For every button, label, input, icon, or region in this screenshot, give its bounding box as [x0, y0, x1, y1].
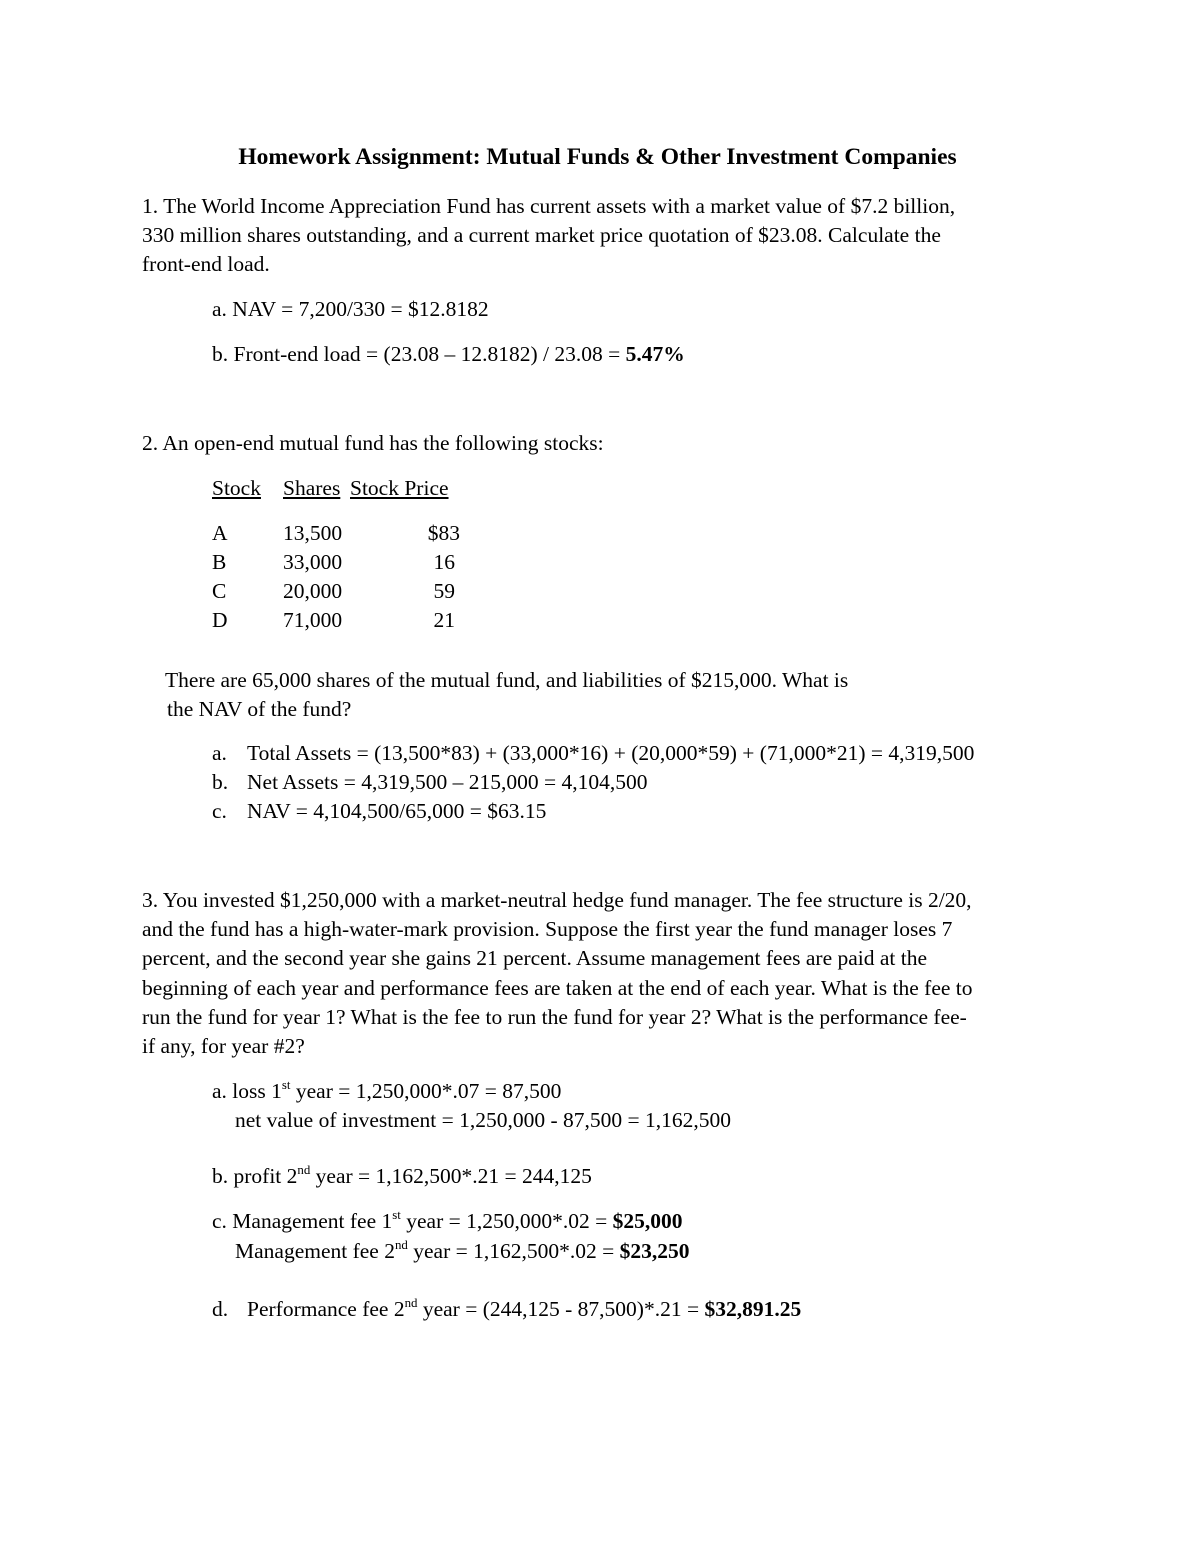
q3-line-6: if any, for year #2? [142, 1034, 305, 1058]
table-cell-shares: 71,000 [283, 608, 343, 632]
q3-answer-c-text: Management fee 2 [235, 1239, 395, 1263]
q2-answer-c: NAV = 4,104,500/65,000 = $63.15 [247, 799, 547, 823]
table-cell-stock: D [212, 608, 228, 632]
q3-answer-a-line-2: net value of investment = 1,250,000 - 87,500 = 1,162,500 [235, 1108, 731, 1132]
q3-answer-a-text: year = 1,250,000*.07 = 87,500 [290, 1079, 562, 1103]
q2-intro: 2. An open-end mutual fund has the following stocks: [142, 431, 604, 455]
q3-answer-a-text: a. loss 1 [212, 1079, 282, 1103]
ordinal-superscript: nd [404, 1295, 418, 1310]
table-cell-price: 21 [433, 608, 455, 632]
table-cell-stock: A [212, 521, 228, 545]
table-cell-stock: B [212, 550, 227, 574]
ordinal-superscript: st [392, 1207, 401, 1222]
q3-answer-d-result: $32,891.25 [704, 1297, 802, 1321]
q2-answer-b: Net Assets = 4,319,500 – 215,000 = 4,104,500 [247, 770, 648, 794]
ordinal-superscript: nd [297, 1162, 311, 1177]
ordinal-superscript: nd [394, 1237, 408, 1252]
table-cell-shares: 33,000 [283, 550, 343, 574]
table-cell-price: 16 [433, 550, 455, 574]
table-cell-stock: C [212, 579, 227, 603]
q1-line-3: front-end load. [142, 252, 270, 276]
q3-answer-d-label: d. [212, 1297, 229, 1321]
q1-line-1: 1. The World Income Appreciation Fund has current assets with a market value of $7.2 billion, [142, 194, 956, 218]
q3-answer-c-text: c. Management fee 1 [212, 1209, 393, 1233]
q1-answer-b-result: 5.47% [625, 342, 685, 366]
q3-answer-c-line-2 [235, 1237, 690, 1266]
q3-answer-b [212, 1162, 592, 1191]
q3-line-3: percent, and the second year she gains 21 percent. Assume management fees are paid at the [142, 946, 928, 970]
q2-paragraph-line-2: the NAV of the fund? [167, 697, 352, 721]
q3-answer-b-text: b. profit 2 [212, 1164, 298, 1188]
q1-answer-b [212, 340, 685, 369]
q3-answer-d [247, 1295, 801, 1324]
ordinal-superscript: st [281, 1077, 291, 1092]
q3-answer-d-text: year = (244,125 - 87,500)*.21 = [417, 1297, 705, 1321]
table-header-shares: Shares [283, 476, 341, 500]
q3-line-1: 3. You invested $1,250,000 with a market-neutral hedge fund manager. The fee structure is 2/20, [142, 888, 972, 912]
q3-answer-c-result: $25,000 [612, 1209, 683, 1233]
q2-answer-a: Total Assets = (13,500*83) + (33,000*16) + (20,000*59) + (71,000*21) = 4,319,500 [247, 741, 975, 765]
table-cell-price: $83 [427, 521, 460, 545]
q3-answer-b-text: year = 1,162,500*.21 = 244,125 [310, 1164, 592, 1188]
q1-answer-a: a. NAV = 7,200/330 = $12.8182 [212, 297, 489, 321]
q3-answer-c-text: year = 1,250,000*.02 = [400, 1209, 613, 1233]
q2-answer-b-label: b. [212, 770, 229, 794]
q1-line-2: 330 million shares outstanding, and a current market price quotation of $23.08. Calculate the [142, 223, 941, 247]
q2-answer-a-label: a. [212, 741, 227, 765]
table-cell-shares: 20,000 [283, 579, 343, 603]
q3-line-4: beginning of each year and performance fees are taken at the end of each year. What is the fee to [142, 976, 973, 1000]
q2-paragraph-line-1: There are 65,000 shares of the mutual fund, and liabilities of $215,000. What is [165, 668, 849, 692]
q3-line-5: run the fund for year 1? What is the fee to run the fund for year 2? What is the performance fee- [142, 1005, 967, 1029]
q3-line-2: and the fund has a high-water-mark provision. Suppose the first year the fund manager loses 7 [142, 917, 953, 941]
table-header-price: Stock Price [350, 476, 449, 500]
table-cell-price: 59 [433, 579, 455, 603]
q3-answer-c-result: $23,250 [619, 1239, 690, 1263]
q2-answer-c-label: c. [212, 799, 227, 823]
q1-answer-b-text: b. Front-end load = (23.08 – 12.8182) / 23.08 = [212, 342, 626, 366]
q3-answer-c-text: year = 1,162,500*.02 = [407, 1239, 620, 1263]
q3-answer-d-text: Performance fee 2 [247, 1297, 405, 1321]
table-cell-shares: 13,500 [283, 521, 343, 545]
table-header-stock: Stock [212, 476, 261, 500]
q3-answer-c-line-1 [212, 1207, 683, 1236]
page-title: Homework Assignment: Mutual Funds & Other Investment Companies [238, 144, 957, 170]
q3-answer-a-line-1 [212, 1077, 561, 1106]
